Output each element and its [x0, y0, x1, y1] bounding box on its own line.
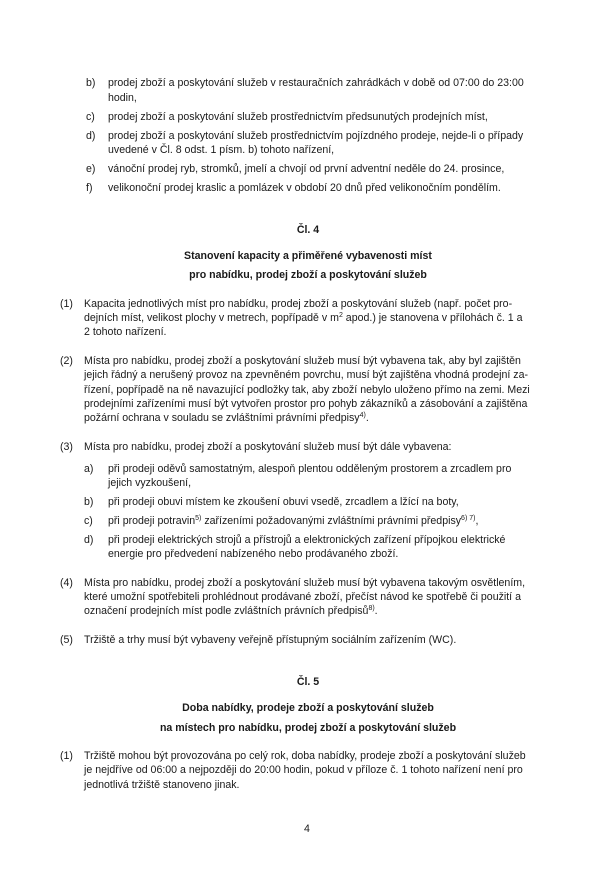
paragraph-line: Tržiště mohou být provozována po celý rok, doba nabídky, prodeje zboží a poskytování služeb [84, 750, 526, 762]
list-text: uvedené v Čl. 8 odst. 1 písm. b) tohoto nařízení, [108, 144, 335, 156]
page-number: 4 [304, 823, 310, 835]
paragraph-line: jednotlivá tržiště stanoveno jinak. [84, 779, 240, 791]
list-label: f) [86, 182, 93, 194]
list-label: b) [86, 77, 96, 89]
paragraph-line: Místa pro nabídku, prodej zboží a poskytování služeb musí být vybavena tak, aby byl zajištěn [84, 355, 521, 367]
list-label: b) [84, 496, 94, 508]
list-text: jejich vyzkoušení, [108, 477, 192, 489]
article-title: na místech pro nabídku, prodej zboží a poskytování služeb [159, 722, 457, 734]
paragraph-line: 2 tohoto nařízení. [84, 326, 167, 338]
list-label: c) [84, 515, 93, 527]
list-text: energie pro předvedení nabízeného nebo prodávaného zboží. [108, 548, 399, 560]
list-label: a) [84, 463, 94, 475]
paragraph-number: (1) [60, 750, 73, 762]
paragraph-number: (3) [60, 441, 73, 453]
list-text: při prodeji elektrických strojů a přístrojů a elektronických zařízení přípojkou elektrické [108, 534, 506, 546]
list-label: e) [86, 163, 96, 175]
list-text: prodej zboží a poskytování služeb v restauračních zahrádkách v době od 07:00 do 23:00 [108, 77, 524, 89]
paragraph-number: (4) [60, 577, 73, 589]
article-heading: Čl. 4 [296, 224, 320, 236]
list-text: velikonoční prodej kraslic a pomlázek v období 20 dnů před velikonočním pondělím. [108, 182, 501, 194]
paragraph-line: Místa pro nabídku, prodej zboží a poskytování služeb musí být dále vybavena: [84, 441, 452, 453]
paragraph-number: (5) [60, 634, 73, 646]
paragraph-line: označení prodejních míst podle zvláštních právních předpisů$^{8)}$. [84, 605, 378, 617]
list-text: prodej zboží a poskytování služeb prostřednictvím předsunutých prodejních míst, [108, 111, 488, 123]
list-text: hodin, [108, 92, 137, 104]
paragraph-line: požární ochrana v souladu se zvláštními právními předpisy$^{4)}$. [84, 412, 369, 424]
paragraph-number: (1) [60, 298, 73, 310]
article-title: pro nabídku, prodej zboží a poskytování služeb [189, 269, 427, 281]
article-title: Stanovení kapacity a přiměřené vybavenosti míst [184, 250, 432, 262]
paragraph-line: Místa pro nabídku, prodej zboží a poskytování služeb musí být vybavena takovým osvětlením, [84, 577, 526, 589]
paragraph-line: jejich řádný a nerušený provoz na zpevněném povrchu, musí být zajištěna vhodná prodejní za- [84, 369, 529, 381]
article-heading: Čl. 5 [296, 676, 320, 688]
list-label: d) [84, 534, 94, 546]
list-label: d) [86, 130, 96, 142]
paragraph-line: prodejními zařízeními musí být vytvořen prostor pro pohyb zákazníků a zásobování a zajištěna [84, 398, 528, 410]
paragraph-line: je nejdříve od 06:00 a nejpozději do 20:00 hodin, pokud v příloze č. 1 tohoto nařízení není pro [84, 764, 523, 776]
paragraph-line: Kapacita jednotlivých míst pro nabídku, prodej zboží a poskytování služeb (např. počet pro- [84, 298, 513, 310]
list-text: při prodeji obuvi místem ke zkoušení obuvi vsedě, zrcadlem a lžící na boty, [108, 496, 459, 508]
list-text: prodej zboží a poskytování služeb prostřednictvím pojízdného prodeje, nejde-li o případy [108, 130, 524, 142]
article-title: Doba nabídky, prodeje zboží a poskytování služeb [182, 702, 434, 714]
list-text: při prodeji oděvů samostatným, alespoň plentou odděleným prostorem a zrcadlem pro [108, 463, 512, 475]
paragraph-line: které umožní spotřebiteli prohlédnout prodávané zboží, přečíst návod ke spotřebě či použití a [84, 591, 521, 603]
paragraph-line: řízení, popřípadě na ně navazující podložky tak, aby zboží nebylo uloženo přímo na zemi. Mezi [84, 384, 530, 396]
paragraph-number: (2) [60, 355, 73, 367]
list-label: c) [86, 111, 95, 123]
list-text: při prodeji potravin$^{5)}$ zařízeními požadovanými zvláštními právními předpisy$^{6) 7)}$, [108, 515, 479, 527]
paragraph-line: Tržiště a trhy musí být vybaveny veřejně přístupným sociálním zařízením (WC). [84, 634, 457, 646]
paragraph-line: dejních míst, velikost plochy v metrech, popřípadě v $m^2$ apod.) je stanovena v přílohách č. 1 a [84, 312, 523, 324]
list-text: vánoční prodej ryb, stromků, jmelí a chvojí od první adventní neděle do 24. prosince, [108, 163, 505, 175]
